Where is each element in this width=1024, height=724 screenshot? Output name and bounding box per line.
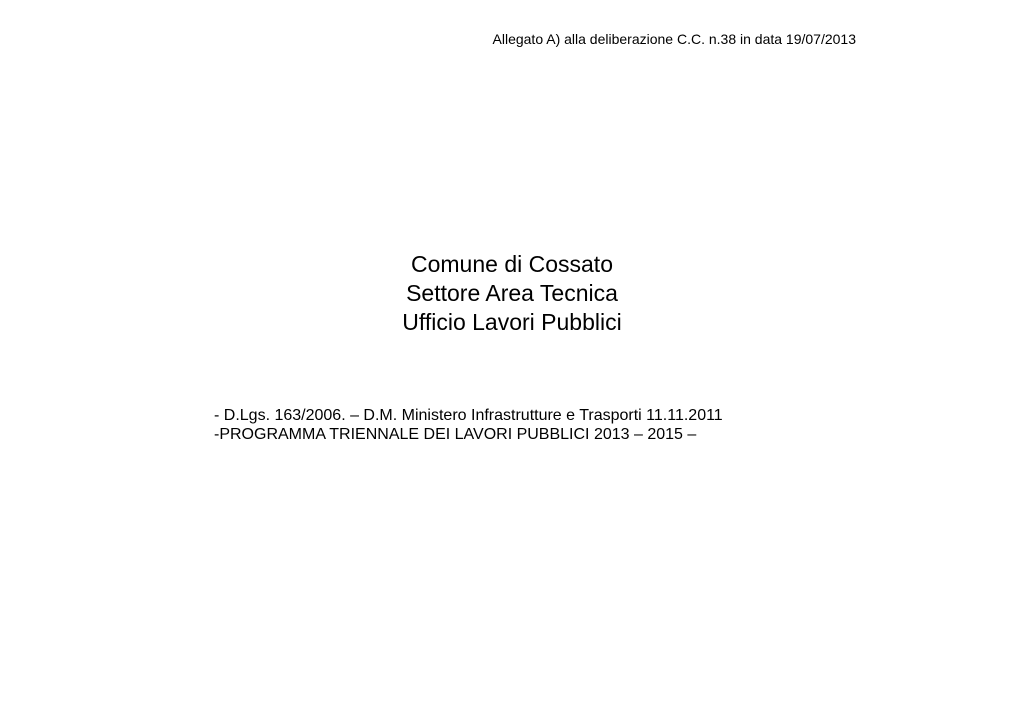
reference-block [214, 406, 723, 444]
title-block [0, 250, 1024, 337]
legal-reference-line: - D.Lgs. 163/2006. – D.M. Ministero Infrastrutture e Trasporti 11.11.2011 [214, 407, 723, 424]
office-name: Ufficio Lavori Pubblici [402, 309, 622, 335]
municipality-name: Comune di Cossato [411, 251, 613, 277]
annex-note: Allegato A) alla deliberazione C.C. n.38 in data 19/07/2013 [492, 31, 856, 47]
program-title-line: -PROGRAMMA TRIENNALE DEI LAVORI PUBBLICI 2013 – 2015 – [214, 426, 697, 443]
department-name: Settore Area Tecnica [406, 280, 618, 306]
